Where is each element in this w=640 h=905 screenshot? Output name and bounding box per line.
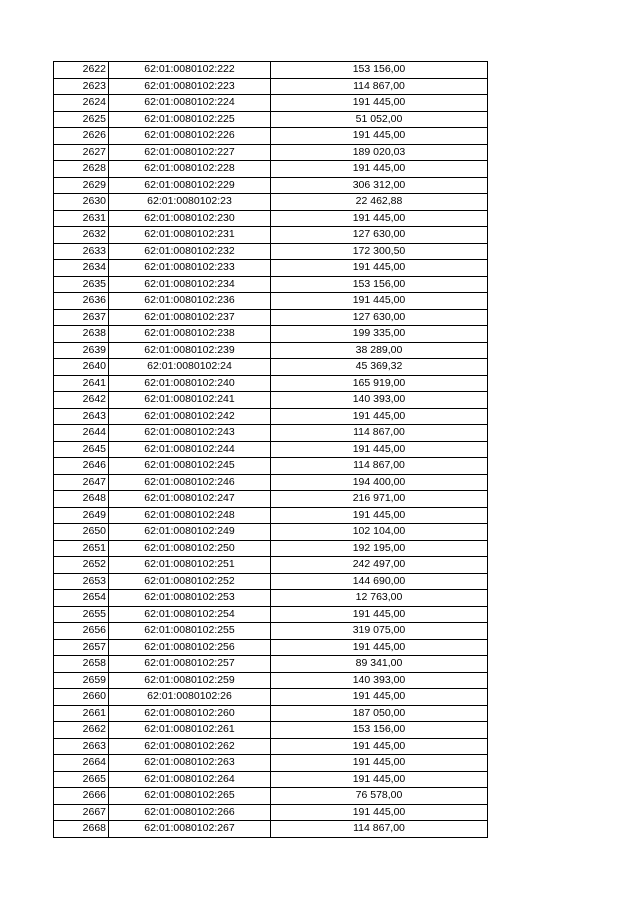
row-number-cell: 2646 xyxy=(54,458,109,475)
cadastral-number-cell: 62:01:0080102:226 xyxy=(109,128,271,145)
value-cell: 140 393,00 xyxy=(271,672,488,689)
value-cell: 140 393,00 xyxy=(271,392,488,409)
value-cell: 127 630,00 xyxy=(271,309,488,326)
cadastral-number-cell: 62:01:0080102:257 xyxy=(109,656,271,673)
value-cell: 189 020,03 xyxy=(271,144,488,161)
table-row xyxy=(54,656,488,673)
value-cell: 191 445,00 xyxy=(271,507,488,524)
cadastral-number-cell: 62:01:0080102:256 xyxy=(109,639,271,656)
cadastral-number-cell: 62:01:0080102:241 xyxy=(109,392,271,409)
row-number-cell: 2628 xyxy=(54,161,109,178)
table-row xyxy=(54,78,488,95)
cadastral-number-cell: 62:01:0080102:240 xyxy=(109,375,271,392)
table-row xyxy=(54,606,488,623)
cadastral-number-cell: 62:01:0080102:266 xyxy=(109,804,271,821)
table-row xyxy=(54,144,488,161)
cadastral-number-cell: 62:01:0080102:233 xyxy=(109,260,271,277)
row-number-cell: 2655 xyxy=(54,606,109,623)
cadastral-number-cell: 62:01:0080102:253 xyxy=(109,590,271,607)
table-row xyxy=(54,771,488,788)
table-row xyxy=(54,210,488,227)
cadastral-number-cell: 62:01:0080102:238 xyxy=(109,326,271,343)
row-number-cell: 2636 xyxy=(54,293,109,310)
row-number-cell: 2633 xyxy=(54,243,109,260)
table-row xyxy=(54,342,488,359)
value-cell: 191 445,00 xyxy=(271,95,488,112)
value-cell: 127 630,00 xyxy=(271,227,488,244)
value-cell: 144 690,00 xyxy=(271,573,488,590)
table-row xyxy=(54,326,488,343)
cadastral-number-cell: 62:01:0080102:223 xyxy=(109,78,271,95)
table-row xyxy=(54,557,488,574)
cadastral-number-cell: 62:01:0080102:265 xyxy=(109,788,271,805)
table-row xyxy=(54,359,488,376)
cadastral-number-cell: 62:01:0080102:246 xyxy=(109,474,271,491)
row-number-cell: 2630 xyxy=(54,194,109,211)
table-row xyxy=(54,804,488,821)
table-row xyxy=(54,408,488,425)
row-number-cell: 2626 xyxy=(54,128,109,145)
cadastral-number-cell: 62:01:0080102:245 xyxy=(109,458,271,475)
table-row xyxy=(54,689,488,706)
value-cell: 194 400,00 xyxy=(271,474,488,491)
value-cell: 191 445,00 xyxy=(271,161,488,178)
table-row xyxy=(54,540,488,557)
row-number-cell: 2634 xyxy=(54,260,109,277)
row-number-cell: 2649 xyxy=(54,507,109,524)
cadastral-number-cell: 62:01:0080102:231 xyxy=(109,227,271,244)
cadastral-number-cell: 62:01:0080102:259 xyxy=(109,672,271,689)
row-number-cell: 2654 xyxy=(54,590,109,607)
row-number-cell: 2662 xyxy=(54,722,109,739)
row-number-cell: 2656 xyxy=(54,623,109,640)
table-row xyxy=(54,458,488,475)
value-cell: 191 445,00 xyxy=(271,738,488,755)
cadastral-number-cell: 62:01:0080102:261 xyxy=(109,722,271,739)
value-cell: 76 578,00 xyxy=(271,788,488,805)
cadastral-number-cell: 62:01:0080102:236 xyxy=(109,293,271,310)
table-row xyxy=(54,474,488,491)
row-number-cell: 2657 xyxy=(54,639,109,656)
table-row xyxy=(54,128,488,145)
cadastral-number-cell: 62:01:0080102:243 xyxy=(109,425,271,442)
row-number-cell: 2663 xyxy=(54,738,109,755)
value-cell: 114 867,00 xyxy=(271,425,488,442)
table-row xyxy=(54,623,488,640)
table-row xyxy=(54,375,488,392)
table-row xyxy=(54,755,488,772)
value-cell: 191 445,00 xyxy=(271,128,488,145)
row-number-cell: 2625 xyxy=(54,111,109,128)
cadastral-number-cell: 62:01:0080102:224 xyxy=(109,95,271,112)
value-cell: 191 445,00 xyxy=(271,293,488,310)
value-cell: 153 156,00 xyxy=(271,276,488,293)
cadastral-number-cell: 62:01:0080102:24 xyxy=(109,359,271,376)
table-row xyxy=(54,672,488,689)
cadastral-number-cell: 62:01:0080102:234 xyxy=(109,276,271,293)
cadastral-number-cell: 62:01:0080102:260 xyxy=(109,705,271,722)
row-number-cell: 2623 xyxy=(54,78,109,95)
row-number-cell: 2658 xyxy=(54,656,109,673)
value-cell: 199 335,00 xyxy=(271,326,488,343)
cadastral-number-cell: 62:01:0080102:249 xyxy=(109,524,271,541)
cadastral-number-cell: 62:01:0080102:26 xyxy=(109,689,271,706)
value-cell: 191 445,00 xyxy=(271,755,488,772)
value-cell: 153 156,00 xyxy=(271,722,488,739)
value-cell: 114 867,00 xyxy=(271,78,488,95)
cadastral-number-cell: 62:01:0080102:244 xyxy=(109,441,271,458)
row-number-cell: 2640 xyxy=(54,359,109,376)
row-number-cell: 2666 xyxy=(54,788,109,805)
table-row xyxy=(54,524,488,541)
table-row xyxy=(54,722,488,739)
table-row xyxy=(54,177,488,194)
cadastral-number-cell: 62:01:0080102:242 xyxy=(109,408,271,425)
table-row xyxy=(54,491,488,508)
cadastral-number-cell: 62:01:0080102:250 xyxy=(109,540,271,557)
table-row xyxy=(54,309,488,326)
value-cell: 191 445,00 xyxy=(271,771,488,788)
row-number-cell: 2632 xyxy=(54,227,109,244)
cadastral-number-cell: 62:01:0080102:230 xyxy=(109,210,271,227)
cadastral-number-cell: 62:01:0080102:227 xyxy=(109,144,271,161)
table-row xyxy=(54,705,488,722)
cadastral-number-cell: 62:01:0080102:252 xyxy=(109,573,271,590)
row-number-cell: 2624 xyxy=(54,95,109,112)
value-cell: 191 445,00 xyxy=(271,804,488,821)
data-table xyxy=(53,61,488,838)
cadastral-number-cell: 62:01:0080102:267 xyxy=(109,821,271,838)
table-row xyxy=(54,111,488,128)
table-row xyxy=(54,821,488,838)
row-number-cell: 2631 xyxy=(54,210,109,227)
row-number-cell: 2635 xyxy=(54,276,109,293)
row-number-cell: 2622 xyxy=(54,62,109,79)
row-number-cell: 2653 xyxy=(54,573,109,590)
value-cell: 191 445,00 xyxy=(271,639,488,656)
row-number-cell: 2665 xyxy=(54,771,109,788)
row-number-cell: 2641 xyxy=(54,375,109,392)
cadastral-number-cell: 62:01:0080102:247 xyxy=(109,491,271,508)
table-row xyxy=(54,788,488,805)
table-row xyxy=(54,425,488,442)
value-cell: 102 104,00 xyxy=(271,524,488,541)
table-body xyxy=(54,62,488,838)
value-cell: 153 156,00 xyxy=(271,62,488,79)
value-cell: 216 971,00 xyxy=(271,491,488,508)
table-row xyxy=(54,590,488,607)
cadastral-number-cell: 62:01:0080102:232 xyxy=(109,243,271,260)
cadastral-number-cell: 62:01:0080102:251 xyxy=(109,557,271,574)
row-number-cell: 2647 xyxy=(54,474,109,491)
value-cell: 114 867,00 xyxy=(271,821,488,838)
cadastral-number-cell: 62:01:0080102:263 xyxy=(109,755,271,772)
cadastral-number-cell: 62:01:0080102:225 xyxy=(109,111,271,128)
row-number-cell: 2652 xyxy=(54,557,109,574)
value-cell: 319 075,00 xyxy=(271,623,488,640)
table-row xyxy=(54,441,488,458)
value-cell: 51 052,00 xyxy=(271,111,488,128)
value-cell: 38 289,00 xyxy=(271,342,488,359)
cadastral-number-cell: 62:01:0080102:254 xyxy=(109,606,271,623)
table-row xyxy=(54,62,488,79)
row-number-cell: 2629 xyxy=(54,177,109,194)
value-cell: 191 445,00 xyxy=(271,210,488,227)
row-number-cell: 2645 xyxy=(54,441,109,458)
value-cell: 22 462,88 xyxy=(271,194,488,211)
table-row xyxy=(54,161,488,178)
cadastral-number-cell: 62:01:0080102:255 xyxy=(109,623,271,640)
row-number-cell: 2668 xyxy=(54,821,109,838)
row-number-cell: 2642 xyxy=(54,392,109,409)
table-row xyxy=(54,738,488,755)
value-cell: 172 300,50 xyxy=(271,243,488,260)
value-cell: 45 369,32 xyxy=(271,359,488,376)
row-number-cell: 2627 xyxy=(54,144,109,161)
value-cell: 12 763,00 xyxy=(271,590,488,607)
row-number-cell: 2644 xyxy=(54,425,109,442)
row-number-cell: 2651 xyxy=(54,540,109,557)
table-row xyxy=(54,276,488,293)
value-cell: 165 919,00 xyxy=(271,375,488,392)
row-number-cell: 2638 xyxy=(54,326,109,343)
table-row xyxy=(54,573,488,590)
cadastral-number-cell: 62:01:0080102:228 xyxy=(109,161,271,178)
row-number-cell: 2659 xyxy=(54,672,109,689)
row-number-cell: 2667 xyxy=(54,804,109,821)
value-cell: 242 497,00 xyxy=(271,557,488,574)
value-cell: 191 445,00 xyxy=(271,606,488,623)
value-cell: 89 341,00 xyxy=(271,656,488,673)
cadastral-number-cell: 62:01:0080102:23 xyxy=(109,194,271,211)
cadastral-number-cell: 62:01:0080102:248 xyxy=(109,507,271,524)
row-number-cell: 2648 xyxy=(54,491,109,508)
table-row xyxy=(54,392,488,409)
value-cell: 191 445,00 xyxy=(271,408,488,425)
cadastral-number-cell: 62:01:0080102:262 xyxy=(109,738,271,755)
row-number-cell: 2661 xyxy=(54,705,109,722)
table-row xyxy=(54,227,488,244)
table-row xyxy=(54,507,488,524)
value-cell: 306 312,00 xyxy=(271,177,488,194)
cadastral-number-cell: 62:01:0080102:222 xyxy=(109,62,271,79)
row-number-cell: 2660 xyxy=(54,689,109,706)
value-cell: 191 445,00 xyxy=(271,260,488,277)
table-row xyxy=(54,194,488,211)
cadastral-number-cell: 62:01:0080102:264 xyxy=(109,771,271,788)
value-cell: 187 050,00 xyxy=(271,705,488,722)
value-cell: 191 445,00 xyxy=(271,441,488,458)
table-row xyxy=(54,95,488,112)
table-row xyxy=(54,243,488,260)
value-cell: 192 195,00 xyxy=(271,540,488,557)
row-number-cell: 2643 xyxy=(54,408,109,425)
row-number-cell: 2637 xyxy=(54,309,109,326)
table-row xyxy=(54,639,488,656)
cadastral-number-cell: 62:01:0080102:229 xyxy=(109,177,271,194)
value-cell: 114 867,00 xyxy=(271,458,488,475)
row-number-cell: 2650 xyxy=(54,524,109,541)
cadastral-number-cell: 62:01:0080102:239 xyxy=(109,342,271,359)
cadastral-number-cell: 62:01:0080102:237 xyxy=(109,309,271,326)
row-number-cell: 2664 xyxy=(54,755,109,772)
table-row xyxy=(54,260,488,277)
value-cell: 191 445,00 xyxy=(271,689,488,706)
row-number-cell: 2639 xyxy=(54,342,109,359)
table-row xyxy=(54,293,488,310)
